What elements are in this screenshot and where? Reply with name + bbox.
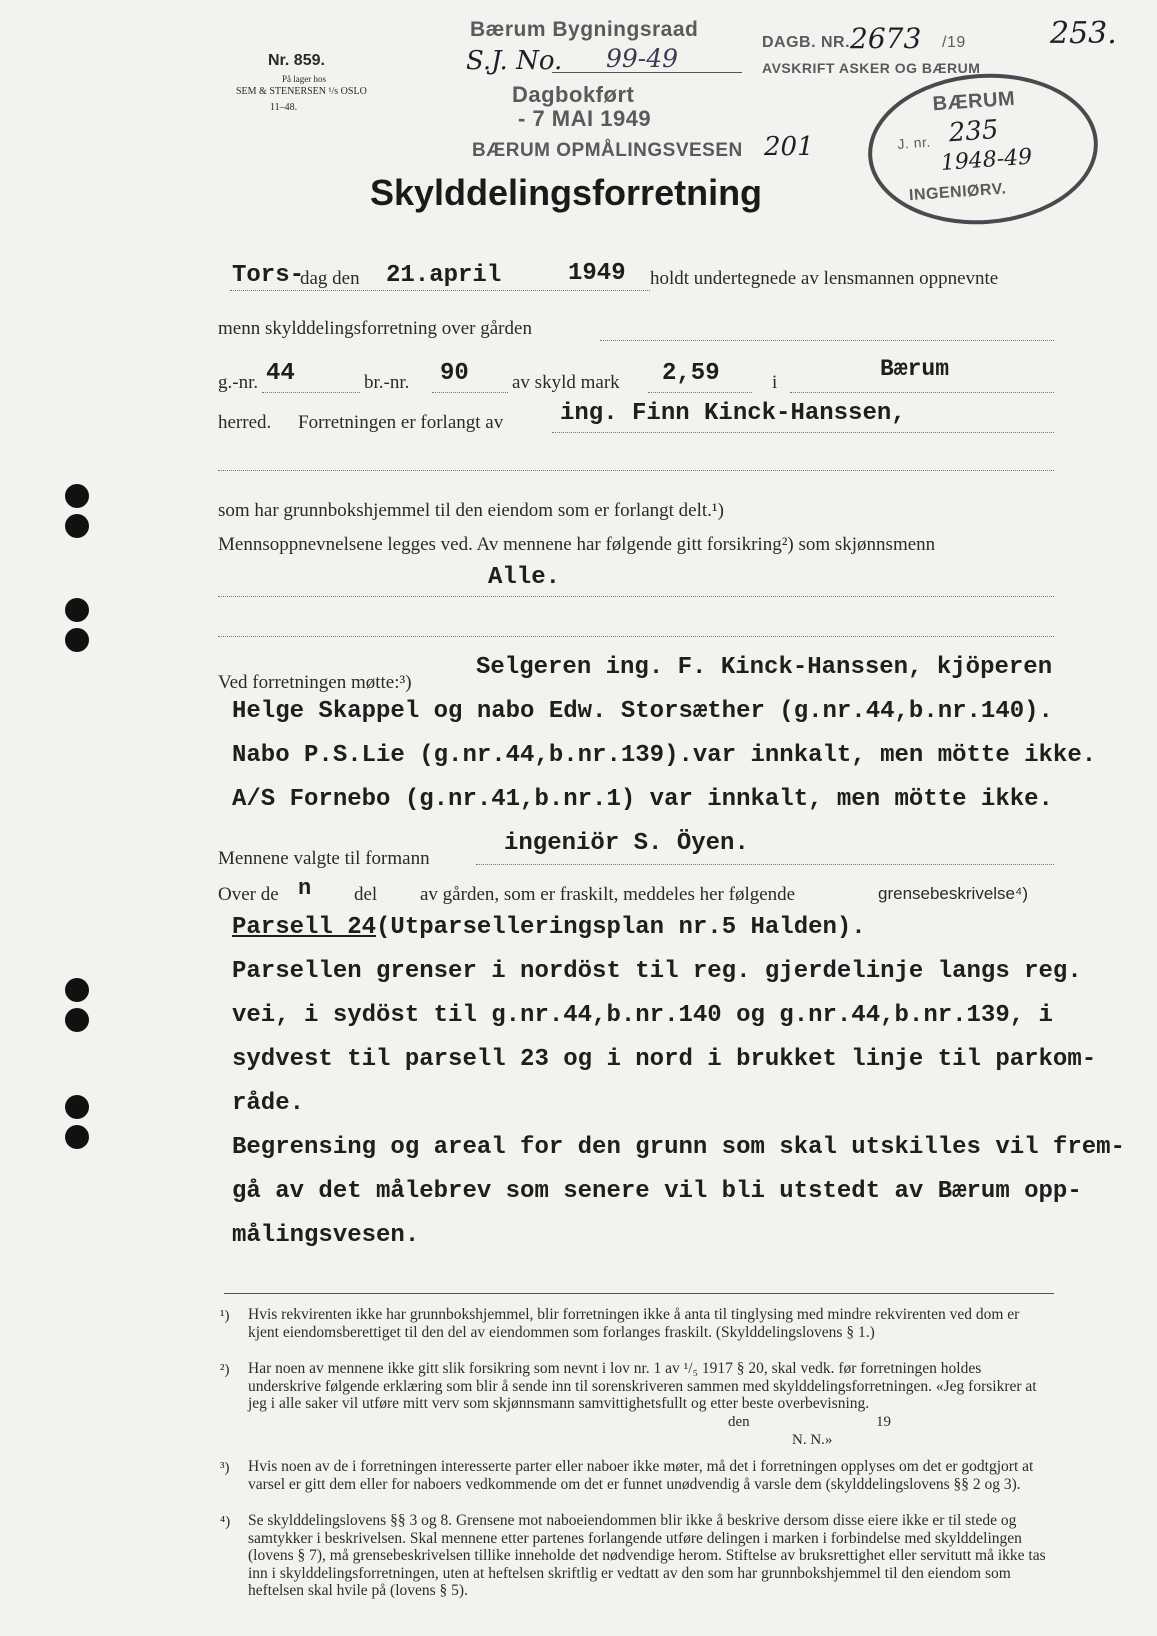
description-line-1: Parsellen grenser i nordöst til reg. gjerdelinje langs reg. <box>232 958 1082 985</box>
herred-label: herred. <box>218 412 272 433</box>
skyld-line <box>648 392 752 393</box>
requester-line <box>552 432 1054 433</box>
footnote-separator <box>224 1293 1054 1294</box>
description-line-5: Begrensing og areal for den grunn som skal utskilles vil frem- <box>232 1134 1125 1161</box>
motte-line-2: Helge Skappel og nabo Edw. Storsæther (g.nr.44,b.nr.140). <box>232 698 1053 725</box>
description-line-7: målingsvesen. <box>232 1222 420 1249</box>
grense-label: grensebeskrivelse⁴) <box>878 884 1028 903</box>
formann-label: Mennene valgte til formann <box>218 848 430 869</box>
footnote-2-signature: N. N.» <box>792 1432 833 1448</box>
binding-holes-1 <box>62 484 92 544</box>
publisher-line-1: På lager hos <box>282 74 326 84</box>
parsell-heading <box>232 914 866 941</box>
skyld-label: av skyld mark <box>512 372 620 393</box>
over-label: Over de <box>218 884 279 905</box>
bnr-line <box>432 392 508 393</box>
avskrift-stamp: AVSKRIFT ASKER OG BÆRUM <box>762 60 981 76</box>
requester-name: ing. Finn Kinck-Hanssen, <box>560 400 906 427</box>
dagb-value: 2673 <box>850 22 922 55</box>
gnr-label: g.-nr. <box>218 372 259 393</box>
motte-line-4: A/S Fornebo (g.nr.41,b.nr.1) var innkalt, men mötte ikke. <box>232 786 1053 813</box>
footnote-2-date-label: den <box>728 1414 750 1430</box>
weekday-value: Tors- <box>232 262 305 289</box>
dagb-label: DAGB. NR. <box>762 34 851 51</box>
over-value: n <box>298 876 312 901</box>
footnote-3-text: Hvis noen av de i forretningen interesserte parter eller naboer ikke møter, må det i forretningen opplyses om det er godtgjort at varsel er gitt dem eller for naboers vedkommende om det er funnet unødvendig å varsle dem (skylddelingslovens §§ 2 og 3). <box>248 1458 1034 1493</box>
footnote-1-mark: ¹) <box>220 1308 230 1324</box>
engineer-office-oval-stamp <box>863 66 1103 232</box>
formann-value: ingeniör S. Öyen. <box>504 830 749 857</box>
opmaling-number: 201 <box>764 132 814 162</box>
publisher-line-3: 11–48. <box>270 102 298 113</box>
forlangt-label: Forretningen er forlangt av <box>298 412 504 433</box>
form-number: Nr. 859. <box>268 52 325 69</box>
blank-line-1 <box>218 470 1054 471</box>
bnr-label: br.-nr. <box>364 372 410 393</box>
oval-stamp-bottom: INGENIØRV. <box>908 180 1007 205</box>
menn-line: Mennsoppnevnelsene legges ved. Av mennene har følgende gitt forsikring²) som skjønnsmenn <box>218 534 936 555</box>
document-title: Skylddelingsforretning <box>370 172 763 213</box>
del-label: del <box>354 884 378 905</box>
description-line-4: råde. <box>232 1090 305 1117</box>
motte-label: Ved forretningen møtte:³) <box>218 672 412 693</box>
binding-holes-2 <box>62 598 92 658</box>
oval-year: 1948-49 <box>940 144 1033 176</box>
oval-jnr-label: J. nr. <box>896 133 932 152</box>
footnote-4-mark: ⁴) <box>220 1514 231 1530</box>
day-label: dag den <box>300 268 360 289</box>
line1-tail: holdt undertegnede av lensmannen oppnevnte <box>650 268 999 289</box>
oval-jnr-value: 235 <box>947 114 1000 149</box>
description-line-2: vei, i sydöst til g.nr.44,b.nr.140 og g.nr.44,b.nr.139, i <box>232 1002 1053 1029</box>
footnote-2-text: Har noen av mennene ikke gitt slik forsikring som nevnt i lov nr. 1 av ¹/₅ 1917 § 20, skal vedk. før forretningen holdes underskrive følgende erklæring som blir å sende inn til sorenskriveren sammen med skylddelingsforretningen. «Jeg forsikrer at jeg i alle saker vil utføre mitt verv som skjønnsmann samvittighetsfullt og etter beste overbevisning. <box>248 1360 1037 1412</box>
dagb-year: /19 <box>942 34 966 51</box>
sj-no-value: 99-49 <box>606 44 679 73</box>
page-number: 253. <box>1050 16 1117 51</box>
binding-holes-4 <box>62 1095 92 1155</box>
alle-value: Alle. <box>488 564 561 591</box>
year-value: 1949 <box>568 260 626 287</box>
publisher-line-2: SEM & STENERSEN ¹/s OSLO <box>236 86 367 97</box>
date-value: 21.april <box>386 262 502 289</box>
dagbokfort-stamp: Dagbokført <box>512 82 635 107</box>
motte-line-1: Selgeren ing. F. Kinck-Hanssen, kjöperen <box>476 654 1053 681</box>
parsell-number: Parsell 24 <box>232 914 377 941</box>
footnote-2-mark: ²) <box>220 1362 230 1378</box>
over-tail: av gården, som er fraskilt, meddeles her følgende <box>420 884 796 905</box>
i-label: i <box>772 372 778 393</box>
alle-line <box>218 596 1054 597</box>
description-line-3: sydvest til parsell 23 og i nord i brukket linje til parkom- <box>232 1046 1097 1073</box>
motte-line-3: Nabo P.S.Lie (g.nr.44,b.nr.139).var innkalt, men mötte ikke. <box>232 742 1097 769</box>
line2-text: menn skylddelingsforretning over gården <box>218 318 532 339</box>
formann-line <box>476 864 1054 865</box>
footnote-3-mark: ³) <box>220 1460 230 1476</box>
dagbokfort-date: - 7 MAI 1949 <box>518 106 652 131</box>
oval-stamp-top: BÆRUM <box>931 87 1016 116</box>
footnote-1-text: Hvis rekvirenten ikke har grunnbokshjemmel, blir forretningen ikke å anta til tinglysing med mindre rekvirenten ved dom er kjent eiendomsberettiget til den del av eiendommen som forlanges fraskilt. (Skylddelingslovens § 1.) <box>248 1306 1020 1341</box>
line2-dotted <box>600 340 1054 341</box>
sj-no-underline <box>552 72 742 73</box>
footnote-2-year-label: 19 <box>876 1414 891 1430</box>
herred-value: Bærum <box>880 356 950 382</box>
binding-holes-3 <box>62 978 92 1038</box>
opmaling-stamp: BÆRUM OPMÅLINGSVESEN <box>472 140 743 161</box>
gnr-line <box>262 392 360 393</box>
footnote-4-text: Se skylddelingslovens §§ 3 og 8. Grensene mot naboeiendommen blir ikke å beskrive dersom disse eiere ikke er til stede og samtykker i beskrivelsen. Skal mennene etter partenes forlangende utføre delingen i marken i forbindelse med skylddelingen (lovens § 7), må grensebeskrivelsen tillike inneholde det nødvendige herom. Stiftelse av bruksrettighet eller servitutt må ikke tas inn i skylddelingsforretningen, uten at heftelsen skriftlig er vedtatt av den som har grunnbokshjemmel til den eiendom som heftelsen skal hvile på (lovens § 5). <box>248 1512 1046 1599</box>
gnr-value: 44 <box>266 360 295 387</box>
building-council-stamp: Bærum Bygningsraad <box>470 18 699 41</box>
herred-line <box>790 392 1054 393</box>
bnr-value: 90 <box>440 360 469 387</box>
date-line <box>230 290 650 291</box>
skyld-value: 2,59 <box>662 360 720 387</box>
blank-line-2 <box>218 636 1054 637</box>
parsell-plan: (Utparselleringsplan nr.5 Halden). <box>376 914 866 941</box>
grunnbok-line: som har grunnbokshjemmel til den eiendom som er forlangt delt.¹) <box>218 500 724 521</box>
sj-no-label: S.J. No. <box>466 46 563 76</box>
description-line-6: gå av det målebrev som senere vil bli utstedt av Bærum opp- <box>232 1178 1082 1205</box>
